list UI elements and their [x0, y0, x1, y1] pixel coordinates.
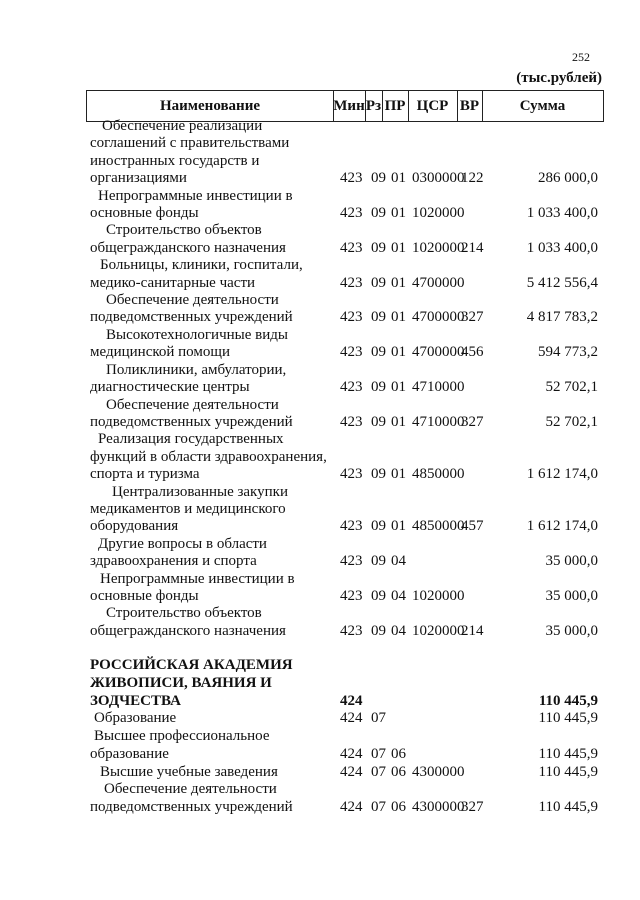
row-csr: 4300000 [412, 763, 465, 780]
row-rz: 09 [371, 553, 386, 570]
row-rz: 09 [371, 344, 386, 361]
header-csr: ЦСР [408, 91, 458, 121]
table-row [0, 710, 640, 728]
section-424 [0, 657, 640, 817]
row-sum: 4 817 783,2 [526, 309, 598, 326]
table-row [0, 118, 640, 188]
row-rz: 09 [371, 309, 386, 326]
row-csr: 1020000 [412, 205, 465, 222]
row-name: Строительство объектов общегражданского назначения [90, 605, 286, 639]
row-min: 423 [340, 170, 363, 187]
row-pr: 04 [391, 587, 406, 604]
row-vr: 122 [461, 170, 484, 187]
row-pr: 01 [391, 309, 406, 326]
row-sum: 1 033 400,0 [526, 205, 598, 222]
table-row [0, 222, 640, 257]
row-min: 423 [340, 587, 363, 604]
row-sum: 1 612 174,0 [526, 466, 598, 483]
row-csr: 4710000 [412, 379, 465, 396]
row-name: Реализация государственных функций в области здравоохранения, спорта и туризма [90, 431, 327, 483]
row-name: Централизованные закупки медикаментов и медицинского оборудования [90, 483, 288, 535]
row-rz: 09 [371, 205, 386, 222]
row-sum: 110 445,9 [538, 710, 598, 727]
row-rz: 09 [371, 379, 386, 396]
row-csr: 1020000 [412, 622, 465, 639]
row-rz: 09 [371, 518, 386, 535]
table-row [0, 571, 640, 606]
row-name: Высшее профессиональное образование [90, 728, 270, 762]
table-row [0, 484, 640, 536]
table-row [0, 397, 640, 432]
row-pr: 04 [391, 553, 406, 570]
row-pr: 01 [391, 274, 406, 291]
row-pr: 06 [391, 763, 406, 780]
table-row [0, 362, 640, 397]
row-rz: 09 [371, 239, 386, 256]
row-pr: 01 [391, 466, 406, 483]
row-min: 424 [340, 799, 363, 816]
row-name: Обеспечение реализации соглашений с правительствами иностранных государств и организациями [90, 118, 290, 187]
row-vr: 457 [461, 518, 484, 535]
row-vr: 327 [461, 799, 484, 816]
row-rz: 07 [371, 763, 386, 780]
row-csr: 4850000 [412, 518, 465, 535]
row-name: РОССИЙСКАЯ АКАДЕМИЯ ЖИВОПИСИ, ВАЯНИЯ И ЗОДЧЕСТВА [90, 657, 293, 709]
header-vr: ВР [457, 91, 483, 121]
row-pr: 01 [391, 205, 406, 222]
row-vr: 214 [461, 239, 484, 256]
row-min: 424 [340, 692, 363, 709]
table-row [0, 292, 640, 327]
row-vr: 327 [461, 309, 484, 326]
row-pr: 01 [391, 239, 406, 256]
table-row [0, 657, 640, 710]
section-423 [0, 118, 640, 640]
table-row [0, 257, 640, 292]
table-row [0, 536, 640, 571]
table-row [0, 781, 640, 817]
row-sum: 52 702,1 [545, 413, 598, 430]
row-min: 423 [340, 239, 363, 256]
header-rz: Рз [365, 91, 383, 121]
row-pr: 06 [391, 745, 406, 762]
row-name: Непрограммные инвестиции в основные фонды [90, 570, 295, 604]
row-csr: 4710000 [412, 413, 465, 430]
row-rz: 07 [371, 799, 386, 816]
row-rz: 09 [371, 622, 386, 639]
row-min: 423 [340, 379, 363, 396]
table-row [0, 188, 640, 223]
header-min: Мин [333, 91, 366, 121]
row-min: 424 [340, 745, 363, 762]
row-csr: 1020000 [412, 239, 465, 256]
table-body [0, 118, 640, 817]
row-pr: 06 [391, 799, 406, 816]
table-row [0, 431, 640, 483]
row-pr: 01 [391, 170, 406, 187]
row-csr: 4300000 [412, 799, 465, 816]
row-name: Обеспечение деятельности подведомственных учреждений [90, 292, 293, 326]
row-sum: 35 000,0 [545, 587, 598, 604]
table-row [0, 327, 640, 362]
row-sum: 5 412 556,4 [526, 274, 598, 291]
row-name: Высшие учебные заведения [100, 763, 278, 780]
row-sum: 35 000,0 [545, 553, 598, 570]
row-sum: 110 445,9 [538, 692, 598, 709]
table-row [0, 764, 640, 782]
row-csr: 4700000 [412, 274, 465, 291]
units-label: (тыс.рублей) [516, 70, 602, 86]
header-sum: Сумма [519, 98, 566, 114]
row-rz: 07 [371, 745, 386, 762]
row-pr: 04 [391, 622, 406, 639]
row-name: Строительство объектов общегражданского назначения [90, 222, 286, 256]
row-pr: 01 [391, 344, 406, 361]
row-sum: 1 612 174,0 [526, 518, 598, 535]
row-name: Поликлиники, амбулатории, диагностические центры [90, 361, 287, 396]
row-min: 423 [340, 553, 363, 570]
row-min: 423 [340, 518, 363, 535]
row-csr: 0300000 [412, 170, 465, 187]
row-rz: 09 [371, 170, 386, 187]
row-pr: 01 [391, 413, 406, 430]
row-name: Больницы, клиники, госпитали, медико-санитарные части [90, 257, 303, 291]
row-min: 424 [340, 710, 363, 727]
row-min: 423 [340, 413, 363, 430]
row-rz: 09 [371, 274, 386, 291]
row-rz: 09 [371, 587, 386, 604]
row-vr: 327 [461, 413, 484, 430]
row-sum: 110 445,9 [538, 745, 598, 762]
row-rz: 09 [371, 413, 386, 430]
row-min: 424 [340, 763, 363, 780]
row-name: Другие вопросы в области здравоохранения и спорта [90, 535, 267, 570]
header-name: Наименование [87, 91, 334, 121]
row-rz: 09 [371, 466, 386, 483]
row-min: 423 [340, 466, 363, 483]
row-sum: 110 445,9 [538, 799, 598, 816]
row-pr: 01 [391, 379, 406, 396]
page-number: 252 [572, 50, 590, 64]
row-name: Высокотехнологичные виды медицинской помощи [90, 326, 288, 361]
row-min: 423 [340, 205, 363, 222]
row-min: 423 [340, 622, 363, 639]
row-sum: 110 445,9 [538, 763, 598, 780]
row-name: Обеспечение деятельности подведомственных учреждений [90, 396, 293, 430]
row-sum: 52 702,1 [545, 379, 598, 396]
row-vr: 456 [461, 344, 484, 361]
header-pr: ПР [382, 91, 409, 121]
row-name: Непрограммные инвестиции в основные фонды [90, 187, 293, 222]
row-csr: 4850000 [412, 466, 465, 483]
row-min: 423 [340, 344, 363, 361]
row-csr: 1020000 [412, 587, 465, 604]
row-min: 423 [340, 274, 363, 291]
row-csr: 4700000 [412, 344, 465, 361]
row-rz: 07 [371, 710, 386, 727]
table-row [0, 605, 640, 640]
row-sum: 594 773,2 [538, 344, 598, 361]
row-sum: 35 000,0 [545, 622, 598, 639]
row-min: 423 [340, 309, 363, 326]
row-pr: 01 [391, 518, 406, 535]
row-sum: 1 033 400,0 [526, 239, 598, 256]
row-name: Обеспечение деятельности подведомственных учреждений [90, 781, 293, 816]
table-row [0, 728, 640, 764]
row-name: Образование [94, 710, 177, 727]
row-vr: 214 [461, 622, 484, 639]
row-sum: 286 000,0 [538, 170, 598, 187]
row-csr: 4700000 [412, 309, 465, 326]
